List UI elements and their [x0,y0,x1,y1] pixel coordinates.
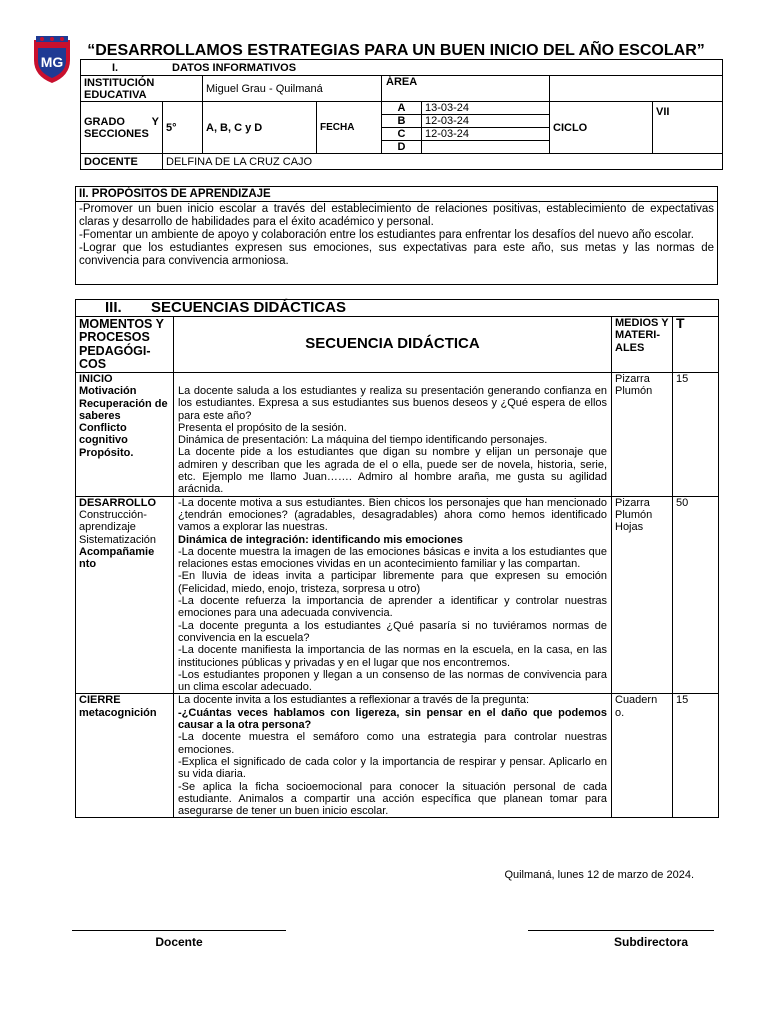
proceso-item: Conflicto cognitivo [79,422,128,447]
cierre-secuencia-cell [174,694,612,818]
col-t-header: T [673,317,719,373]
inicio-secuencia-cell [174,373,612,497]
secuencia-line: La docente pide a los estudiantes que digan su nombre y elijan un personaje que admiren y describan que les agrada de el o ella, puede ser de novela, historia, serie, etc. Ejemplo me llamo Juan……. Admiro al hombre araña, me gusta su agilidad arácnida. [178,446,607,496]
section-1-number: I. [112,61,119,74]
page-title: “DESARROLLAMOS ESTRATEGIAS PARA UN BUEN INICIO DEL AÑO ESCOLAR” [87,42,705,59]
secuencia-line: -Se aplica la ficha socioemocional para conocer la situación personal de cada estudiante. Animalos a compartir una acción específica que planean tomar para asegurarse de tener un buen inicio escolar. [178,780,607,818]
section-1-header [81,60,723,76]
secuencias-table [75,299,719,818]
secuencia-line: La docente saluda a los estudiantes y realiza su presentación generando confianza en los estudiantes. Expresa a sus estudiantes sus buenos deseos y ¿Qué espera de ellos para este año? [178,385,607,422]
fecha-label: FECHA [317,102,382,154]
desarrollo-label: DESARROLLO [79,496,156,509]
secuencia-line: -La docente refuerza la importancia de aprender a identificar y controlar nuestras emociones para una adecuada convivencia. [178,595,607,620]
proceso-item: Acompañamie nto [79,545,155,571]
inicio-tiempo: 15 [673,373,719,497]
docente-signature: Docente [72,930,286,949]
institucion-value: Miguel Grau - Quilmaná [203,76,382,102]
propositos-title: II. PROPÓSITOS DE APRENDIZAJE [76,187,718,202]
col-momentos-header: MOMENTOS Y PROCESOS PEDAGÓGI-COS [76,317,174,373]
proceso-item: Sistematización [79,533,157,546]
fecha-seccion-a: A [382,102,422,115]
section-3-number: III. [105,298,122,316]
secuencia-line: -La docente motiva a sus estudiantes. Bien chicos los personajes que han mencionado ¿tendrán emociones? (agradables, desagradables) ahora como hemos identificado vamos a explorar las nuestras. [178,496,607,534]
secuencia-line: -La docente pregunta a los estudiantes ¿Qué pasaría si no tuviéramos normas de convivencia en la escuela? [178,619,607,644]
cierre-momento-cell [76,694,174,818]
proposito-item: -Lograr que los estudiantes expresen sus emociones, sus expectativas para este año, sus metas y las normas de convivencia para convivencia armoniosa. [79,242,714,267]
pregunta-reflexion: -¿Cuántas veces hablamos con ligereza, sin pensar en el daño que podemos causar a la otra persona? [178,706,607,732]
institucion-label: INSTITUCIÓN EDUCATIVA [81,76,203,102]
fecha-seccion-b: B [382,115,422,128]
dinamica-integracion-title: Dinámica de integración: identificando mis emociones [178,533,463,546]
secuencia-line: La docente invita a los estudiantes a reflexionar a través de la pregunta: [178,694,530,707]
fecha-seccion-d: D [382,141,422,154]
col-secuencia-header: SECUENCIA DIDÁCTICA [174,317,612,373]
docente-label: DOCENTE [81,154,163,170]
secuencia-line: Dinámica de presentación: La máquina del tiempo identificando personajes. [178,434,548,447]
cierre-medios: Cuadern o. [612,694,673,818]
secuencia-line: -Explica el significado de cada color y la importancia de respirar y pensar. Aplicarlo en su vida diaria. [178,755,607,781]
col-medios-header: MEDIOS Y MATERI-ALES [612,317,673,373]
ciclo-label: CICLO [550,102,653,154]
docente-value: DELFINA DE LA CRUZ CAJO [163,154,723,170]
secuencia-line: -Los estudiantes proponen y llegan a un consenso de las normas de convivencia para un clima escolar adecuado. [178,668,607,694]
fecha-value-b: 12-03-24 [422,115,550,128]
cierre-tiempo: 15 [673,694,719,818]
secuencia-line: -La docente manifiesta la importancia de las normas en la escuela, en la casa, en las instituciones públicas y privadas y en el lugar que nos encontremos. [178,644,607,669]
datos-informativos-table [80,59,723,170]
desarrollo-secuencia-cell [174,496,612,694]
secciones-value: A, B, C y D [203,102,317,154]
fecha-value-a: 13-03-24 [422,102,550,115]
proceso-item: Propósito. [79,446,134,459]
subdirectora-signature: Subdirectora [528,930,714,949]
proceso-item: metacognición [79,706,157,719]
fecha-seccion-c: C [382,128,422,141]
proposito-item: -Fomentar un ambiente de apoyo y colaboración entre los estudiantes para enfrentar los desafíos del nuevo año escolar. [79,229,694,241]
desarrollo-medios: Pizarra Plumón Hojas [612,496,673,694]
fecha-value-c: 12-03-24 [422,128,550,141]
ciclo-value: VII [653,102,723,154]
propositos-table [75,186,718,285]
secuencia-line: -La docente muestra la imagen de las emociones básicas e invita a los estudiantes que relaciones estas emociones vividas en un acontecimiento familiar y las compartan. [178,545,607,571]
area-label: ÁREA [382,76,550,102]
footer-date: Quilmaná, lunes 12 de marzo de 2024. [504,869,694,881]
proceso-item: Recuperación de saberes [79,397,168,422]
area-value [550,76,723,102]
desarrollo-tiempo: 50 [673,496,719,694]
section-3-title: SECUENCIAS DIDÁCTICAS [151,298,347,316]
school-logo [30,34,74,84]
proposito-item: -Promover un buen inicio escolar a través del establecimiento de relaciones positivas, establecimiento de expectativas claras y desarrollo de habilidades para el éxito académico y personal. [79,203,714,228]
inicio-label: INICIO [79,373,113,385]
cierre-label: CIERRE [79,694,121,707]
section-1-title: DATOS INFORMATIVOS [172,61,297,74]
proceso-item: Construcción-aprendizaje [79,508,147,534]
grado-value: 5° [163,102,203,154]
inicio-momento-cell [76,373,174,497]
section-3-header [76,300,719,317]
grado-label: GRADO Y SECCIONES [81,102,163,154]
inicio-medios: Pizarra Plumón [612,373,673,497]
secuencia-line: -La docente muestra el semáforo como una estrategia para controlar nuestras emociones. [178,731,607,756]
desarrollo-momento-cell [76,496,174,694]
fecha-value-d [422,141,550,154]
secuencia-line: -En lluvia de ideas invita a participar libremente para que expresen su emoción (Felicidad, miedo, enojo, tristeza, sorpresa u otro) [178,570,607,595]
secuencia-line: Presenta el propósito de la sesión. [178,421,347,434]
propositos-list [76,202,718,285]
logo-text: MG [40,54,64,70]
proceso-item: Motivación [79,385,137,398]
